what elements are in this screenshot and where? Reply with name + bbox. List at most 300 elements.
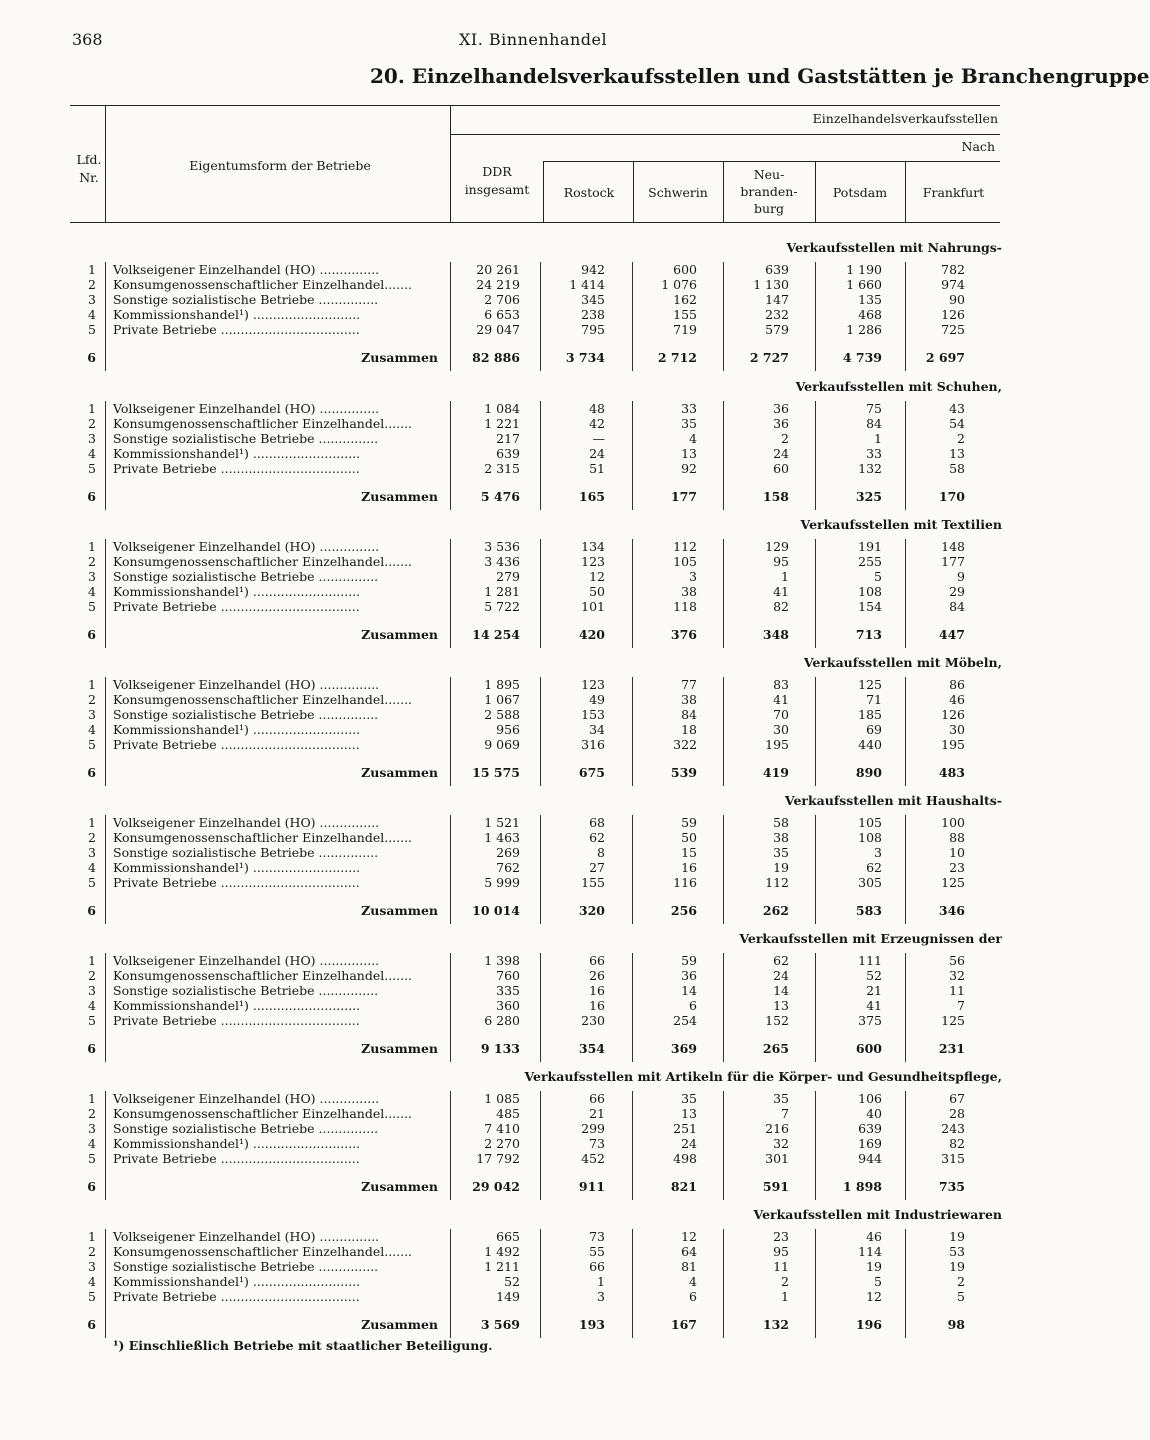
value-ddr: 2 588	[484, 707, 520, 722]
header-nr: Nr.	[79, 170, 99, 185]
value-rostock: 1 414	[569, 277, 605, 292]
value-potsdam: 944	[858, 1151, 882, 1166]
value-potsdam: 3	[874, 845, 882, 860]
value-frankfurt: 30	[949, 722, 965, 737]
table-row	[0, 999, 1024, 1013]
value-neubrandenburg: 301	[765, 1151, 789, 1166]
row-label: Kommissionshandel¹) ...........................	[113, 307, 361, 322]
value-potsdam: 46	[866, 1229, 882, 1244]
value-schwerin: 376	[670, 627, 697, 642]
row-number: 6	[87, 489, 96, 504]
value-schwerin: 155	[673, 307, 697, 322]
total-row	[0, 904, 1024, 918]
value-ddr: 1 281	[484, 584, 520, 599]
value-rostock: 795	[581, 322, 605, 337]
value-rostock: 24	[589, 446, 605, 461]
footnote: ¹) Einschließlich Betriebe mit staatlicher Beteiligung.	[113, 1338, 493, 1353]
value-potsdam: 169	[858, 1136, 882, 1151]
table-row	[0, 323, 1024, 337]
table-row	[0, 831, 1024, 845]
value-ddr: 639	[496, 446, 520, 461]
value-neubrandenburg: 1	[781, 1289, 789, 1304]
value-potsdam: 71	[866, 692, 882, 707]
value-ddr: 52	[504, 1274, 520, 1289]
row-number: 4	[88, 307, 96, 322]
total-label: Zusammen	[361, 1179, 438, 1194]
row-label: Volkseigener Einzelhandel (HO) ...............	[113, 401, 380, 416]
row-number: 5	[88, 599, 96, 614]
value-potsdam: 1 190	[846, 262, 882, 277]
value-neubrandenburg: 62	[773, 953, 789, 968]
chapter-heading: XI. Binnenhandel	[459, 30, 608, 49]
table-row	[0, 969, 1024, 983]
value-schwerin: 4	[689, 431, 697, 446]
row-number: 1	[88, 401, 96, 416]
header-potsdam: Potsdam	[832, 185, 888, 200]
value-ddr: 15 575	[472, 765, 520, 780]
value-neubrandenburg: 36	[773, 401, 789, 416]
row-label: Private Betriebe ...................................	[113, 599, 360, 614]
value-neubrandenburg: 41	[773, 692, 789, 707]
value-potsdam: 440	[858, 737, 882, 752]
value-neubrandenburg: 195	[765, 737, 789, 752]
value-rostock: 16	[589, 983, 605, 998]
value-neubrandenburg: 579	[765, 322, 789, 337]
value-frankfurt: 84	[949, 599, 965, 614]
row-number: 3	[88, 431, 96, 446]
table-row	[0, 738, 1024, 752]
value-neubrandenburg: 19	[773, 860, 789, 875]
table-row	[0, 402, 1024, 416]
value-ddr: 9 069	[484, 737, 520, 752]
table-row	[0, 678, 1024, 692]
row-label: Sonstige sozialistische Betriebe ...............	[113, 1259, 379, 1274]
section-title: Verkaufsstellen mit Industriewaren	[753, 1207, 1002, 1222]
value-rostock: 26	[589, 968, 605, 983]
total-label: Zusammen	[361, 1317, 438, 1332]
total-row	[0, 1042, 1024, 1056]
value-schwerin: 112	[673, 539, 697, 554]
row-label: Private Betriebe ...................................	[113, 737, 360, 752]
value-ddr: 762	[496, 860, 520, 875]
value-schwerin: 15	[681, 845, 697, 860]
row-number: 1	[88, 953, 96, 968]
value-neubrandenburg: 82	[773, 599, 789, 614]
value-frankfurt: 56	[949, 953, 965, 968]
value-frankfurt: 7	[957, 998, 965, 1013]
value-rostock: 134	[581, 539, 605, 554]
value-rostock: 316	[581, 737, 605, 752]
total-label: Zusammen	[361, 350, 438, 365]
row-number: 2	[88, 554, 96, 569]
header-group-rule	[450, 134, 1000, 135]
value-ddr: 1 463	[484, 830, 520, 845]
header-nach: Nach	[961, 139, 995, 154]
row-number: 2	[88, 1244, 96, 1259]
row-label: Volkseigener Einzelhandel (HO) ...............	[113, 815, 380, 830]
row-number: 5	[88, 322, 96, 337]
value-neubrandenburg: 70	[773, 707, 789, 722]
value-rostock: 3	[597, 1289, 605, 1304]
value-ddr: 217	[496, 431, 520, 446]
row-number: 6	[87, 1179, 96, 1194]
table-row	[0, 570, 1024, 584]
value-schwerin: 14	[681, 983, 697, 998]
value-rostock: 51	[589, 461, 605, 476]
value-schwerin: 36	[681, 968, 697, 983]
value-ddr: 956	[496, 722, 520, 737]
row-label: Volkseigener Einzelhandel (HO) ...............	[113, 1229, 380, 1244]
value-frankfurt: 28	[949, 1106, 965, 1121]
row-label: Sonstige sozialistische Betriebe ...............	[113, 1121, 379, 1136]
row-number: 2	[88, 277, 96, 292]
value-frankfurt: 29	[949, 584, 965, 599]
value-frankfurt: 32	[949, 968, 965, 983]
value-potsdam: 111	[858, 953, 882, 968]
row-number: 5	[88, 1289, 96, 1304]
row-number: 4	[88, 446, 96, 461]
header-divider-ddr	[450, 105, 451, 222]
section-title: Verkaufsstellen mit Nahrungs-	[786, 240, 1002, 255]
row-number: 6	[87, 1317, 96, 1332]
value-ddr: 5 476	[480, 489, 520, 504]
table-row	[0, 278, 1024, 292]
value-neubrandenburg: 2	[781, 1274, 789, 1289]
value-frankfurt: 782	[941, 262, 965, 277]
row-label: Kommissionshandel¹) ...........................	[113, 722, 361, 737]
value-potsdam: 1 660	[846, 277, 882, 292]
value-neubrandenburg: 265	[762, 1041, 789, 1056]
value-frankfurt: 5	[957, 1289, 965, 1304]
row-number: 3	[88, 845, 96, 860]
row-number: 1	[88, 677, 96, 692]
value-frankfurt: 9	[957, 569, 965, 584]
row-number: 2	[88, 1106, 96, 1121]
value-neubrandenburg: 158	[762, 489, 789, 504]
total-row	[0, 628, 1024, 642]
value-potsdam: 375	[858, 1013, 882, 1028]
value-potsdam: 125	[858, 677, 882, 692]
value-schwerin: 35	[681, 416, 697, 431]
value-rostock: 66	[589, 953, 605, 968]
value-rostock: 27	[589, 860, 605, 875]
table-row	[0, 954, 1024, 968]
table-row	[0, 1107, 1024, 1121]
value-neubrandenburg: 1 130	[753, 277, 789, 292]
value-neubrandenburg: 13	[773, 998, 789, 1013]
row-number: 6	[87, 765, 96, 780]
value-potsdam: 600	[855, 1041, 882, 1056]
value-schwerin: 50	[681, 830, 697, 845]
value-frankfurt: 19	[949, 1229, 965, 1244]
value-frankfurt: 483	[938, 765, 965, 780]
value-frankfurt: 23	[949, 860, 965, 875]
value-ddr: 3 436	[484, 554, 520, 569]
value-frankfurt: 195	[941, 737, 965, 752]
value-rostock: 165	[578, 489, 605, 504]
row-label: Sonstige sozialistische Betriebe ...............	[113, 569, 379, 584]
value-neubrandenburg: 36	[773, 416, 789, 431]
table-row	[0, 585, 1024, 599]
value-schwerin: 92	[681, 461, 697, 476]
row-number: 6	[87, 627, 96, 642]
value-ddr: 1 492	[484, 1244, 520, 1259]
value-neubrandenburg: 60	[773, 461, 789, 476]
total-row	[0, 1318, 1024, 1332]
row-label: Private Betriebe ...................................	[113, 1013, 360, 1028]
row-label: Sonstige sozialistische Betriebe ...............	[113, 292, 379, 307]
value-neubrandenburg: 2	[781, 431, 789, 446]
total-label: Zusammen	[361, 489, 438, 504]
table-row	[0, 723, 1024, 737]
value-ddr: 665	[496, 1229, 520, 1244]
section-title: Verkaufsstellen mit Schuhen,	[795, 379, 1002, 394]
total-row	[0, 766, 1024, 780]
table-row	[0, 1230, 1024, 1244]
value-schwerin: 167	[670, 1317, 697, 1332]
section-title: Verkaufsstellen mit Textilien	[800, 517, 1002, 532]
value-rostock: 66	[589, 1259, 605, 1274]
value-frankfurt: 10	[949, 845, 965, 860]
total-row	[0, 490, 1024, 504]
table-row	[0, 555, 1024, 569]
value-rostock: 101	[581, 599, 605, 614]
value-frankfurt: 231	[938, 1041, 965, 1056]
row-label: Sonstige sozialistische Betriebe ...............	[113, 431, 379, 446]
value-neubrandenburg: 95	[773, 1244, 789, 1259]
value-neubrandenburg: 95	[773, 554, 789, 569]
value-rostock: 420	[578, 627, 605, 642]
value-schwerin: 3	[689, 569, 697, 584]
row-label: Private Betriebe ...................................	[113, 1289, 360, 1304]
row-label: Sonstige sozialistische Betriebe ...............	[113, 845, 379, 860]
row-number: 5	[88, 461, 96, 476]
value-schwerin: 13	[681, 446, 697, 461]
value-potsdam: 41	[866, 998, 882, 1013]
value-schwerin: 719	[673, 322, 697, 337]
value-neubrandenburg: 38	[773, 830, 789, 845]
value-schwerin: 498	[673, 1151, 697, 1166]
value-potsdam: 132	[858, 461, 882, 476]
row-label: Konsumgenossenschaftlicher Einzelhandel.......	[113, 1244, 413, 1259]
value-frankfurt: 170	[938, 489, 965, 504]
header-frankfurt: Frankfurt	[922, 185, 985, 200]
value-frankfurt: 98	[947, 1317, 965, 1332]
header-neubrandenburg-1: Neu-	[753, 167, 785, 182]
value-ddr: 360	[496, 998, 520, 1013]
value-frankfurt: 735	[938, 1179, 965, 1194]
row-number: 3	[88, 569, 96, 584]
value-potsdam: 106	[858, 1091, 882, 1106]
row-number: 2	[88, 692, 96, 707]
value-potsdam: 114	[858, 1244, 882, 1259]
value-rostock: 123	[581, 677, 605, 692]
value-potsdam: 135	[858, 292, 882, 307]
row-number: 1	[88, 1091, 96, 1106]
row-number: 6	[87, 903, 96, 918]
header-rostock: Rostock	[563, 185, 615, 200]
value-rostock: 452	[581, 1151, 605, 1166]
value-neubrandenburg: 591	[762, 1179, 789, 1194]
value-rostock: 16	[589, 998, 605, 1013]
value-ddr: 1 221	[484, 416, 520, 431]
row-number: 3	[88, 707, 96, 722]
row-number: 2	[88, 830, 96, 845]
header-schwerin: Schwerin	[648, 185, 708, 200]
value-schwerin: 84	[681, 707, 697, 722]
value-potsdam: 713	[855, 627, 882, 642]
value-schwerin: 2 712	[657, 350, 697, 365]
row-number: 4	[88, 860, 96, 875]
table-row	[0, 1092, 1024, 1106]
table-row	[0, 540, 1024, 554]
row-label: Volkseigener Einzelhandel (HO) ...............	[113, 1091, 380, 1106]
row-number: 2	[88, 968, 96, 983]
row-label: Private Betriebe ...................................	[113, 322, 360, 337]
value-rostock: 230	[581, 1013, 605, 1028]
value-ddr: 6 280	[484, 1013, 520, 1028]
value-potsdam: 196	[855, 1317, 882, 1332]
row-number: 1	[88, 815, 96, 830]
value-potsdam: 12	[866, 1289, 882, 1304]
value-ddr: 269	[496, 845, 520, 860]
value-potsdam: 255	[858, 554, 882, 569]
value-potsdam: 4 739	[842, 350, 882, 365]
row-number: 6	[87, 1041, 96, 1056]
value-schwerin: 59	[681, 815, 697, 830]
value-rostock: 73	[589, 1136, 605, 1151]
value-frankfurt: 125	[941, 1013, 965, 1028]
value-frankfurt: 126	[941, 307, 965, 322]
value-frankfurt: 67	[949, 1091, 965, 1106]
value-potsdam: 154	[858, 599, 882, 614]
row-label: Konsumgenossenschaftlicher Einzelhandel.......	[113, 277, 413, 292]
value-schwerin: 116	[673, 875, 697, 890]
value-potsdam: 191	[858, 539, 882, 554]
row-label: Volkseigener Einzelhandel (HO) ...............	[113, 953, 380, 968]
table-row	[0, 1152, 1024, 1166]
row-number: 3	[88, 983, 96, 998]
row-label: Konsumgenossenschaftlicher Einzelhandel.......	[113, 416, 413, 431]
row-label: Konsumgenossenschaftlicher Einzelhandel.......	[113, 1106, 413, 1121]
value-rostock: 21	[589, 1106, 605, 1121]
value-rostock: 62	[589, 830, 605, 845]
row-number: 1	[88, 262, 96, 277]
value-potsdam: 75	[866, 401, 882, 416]
value-rostock: 73	[589, 1229, 605, 1244]
total-row	[0, 1180, 1024, 1194]
value-potsdam: 5	[874, 569, 882, 584]
value-schwerin: 539	[670, 765, 697, 780]
row-label: Volkseigener Einzelhandel (HO) ...............	[113, 677, 380, 692]
value-neubrandenburg: 24	[773, 446, 789, 461]
value-rostock: 3 734	[565, 350, 605, 365]
value-ddr: 2 706	[484, 292, 520, 307]
value-frankfurt: 125	[941, 875, 965, 890]
value-frankfurt: 82	[949, 1136, 965, 1151]
value-ddr: 2 315	[484, 461, 520, 476]
row-number: 4	[88, 584, 96, 599]
value-potsdam: 62	[866, 860, 882, 875]
value-rostock: 55	[589, 1244, 605, 1259]
value-frankfurt: 46	[949, 692, 965, 707]
value-ddr: 14 254	[472, 627, 520, 642]
row-number: 4	[88, 998, 96, 1013]
value-frankfurt: 2	[957, 431, 965, 446]
row-label: Sonstige sozialistische Betriebe ...............	[113, 707, 379, 722]
value-rostock: 155	[581, 875, 605, 890]
value-frankfurt: 86	[949, 677, 965, 692]
value-schwerin: 24	[681, 1136, 697, 1151]
table-row	[0, 417, 1024, 431]
value-neubrandenburg: 35	[773, 845, 789, 860]
value-rostock: 299	[581, 1121, 605, 1136]
value-neubrandenburg: 23	[773, 1229, 789, 1244]
value-frankfurt: 315	[941, 1151, 965, 1166]
page-number: 368	[72, 30, 103, 49]
value-rostock: 345	[581, 292, 605, 307]
value-neubrandenburg: 32	[773, 1136, 789, 1151]
value-ddr: 5 722	[484, 599, 520, 614]
value-neubrandenburg: 35	[773, 1091, 789, 1106]
value-frankfurt: 13	[949, 446, 965, 461]
header-neubrandenburg-3: burg	[753, 201, 785, 216]
table-title: 20. Einzelhandelsverkaufsstellen und Gaststätten je Branchengruppe	[370, 64, 1150, 88]
table-row	[0, 447, 1024, 461]
value-schwerin: 38	[681, 584, 697, 599]
value-schwerin: 64	[681, 1244, 697, 1259]
row-label: Private Betriebe ...................................	[113, 461, 360, 476]
value-rostock: 49	[589, 692, 605, 707]
value-ddr: 9 133	[480, 1041, 520, 1056]
row-number: 2	[88, 416, 96, 431]
value-potsdam: 325	[855, 489, 882, 504]
value-ddr: 20 261	[476, 262, 520, 277]
value-neubrandenburg: 639	[765, 262, 789, 277]
table-row	[0, 693, 1024, 707]
value-neubrandenburg: 147	[765, 292, 789, 307]
value-ddr: 1 067	[484, 692, 520, 707]
value-frankfurt: 346	[938, 903, 965, 918]
table-row	[0, 293, 1024, 307]
table-row	[0, 462, 1024, 476]
value-potsdam: 185	[858, 707, 882, 722]
row-number: 5	[88, 875, 96, 890]
header-divider-rostock	[543, 161, 544, 222]
section-title: Verkaufsstellen mit Haushalts-	[784, 793, 1002, 808]
value-rostock: 942	[581, 262, 605, 277]
value-rostock: 320	[578, 903, 605, 918]
table-row	[0, 432, 1024, 446]
value-frankfurt: 2 697	[925, 350, 965, 365]
total-label: Zusammen	[361, 1041, 438, 1056]
table-row	[0, 308, 1024, 322]
value-neubrandenburg: 83	[773, 677, 789, 692]
value-neubrandenburg: 152	[765, 1013, 789, 1028]
value-schwerin: 4	[689, 1274, 697, 1289]
value-potsdam: 5	[874, 1274, 882, 1289]
value-frankfurt: 725	[941, 322, 965, 337]
value-neubrandenburg: 58	[773, 815, 789, 830]
value-ddr: 29 047	[476, 322, 520, 337]
value-ddr: 10 014	[472, 903, 520, 918]
row-label: Kommissionshandel¹) ...........................	[113, 860, 361, 875]
value-neubrandenburg: 11	[773, 1259, 789, 1274]
total-row	[0, 351, 1024, 365]
total-label: Zusammen	[361, 765, 438, 780]
value-potsdam: 105	[858, 815, 882, 830]
value-potsdam: 1 898	[842, 1179, 882, 1194]
